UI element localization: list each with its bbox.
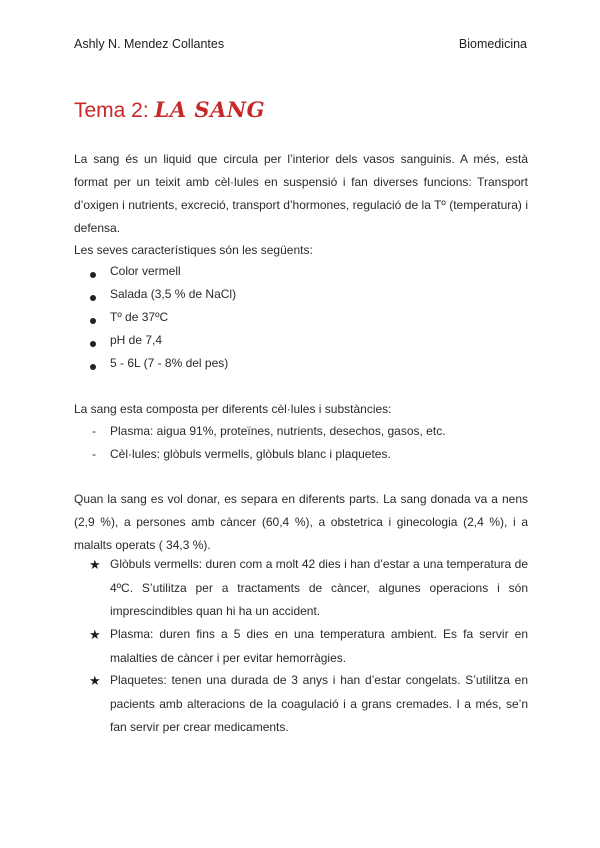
list-item: Glòbuls vermells: duren com a molt 42 dies i han d’estar a una temperatura de 4ºC. S’utilitza per a tractaments de càncer, algunes operacions i són imprescindibles quan hi ha un accident. (110, 557, 528, 618)
star-icon: ★ (89, 673, 101, 688)
dash-icon: - (92, 424, 96, 438)
bullet-icon (90, 318, 96, 324)
header-author: Ashly N. Mendez Collantes (74, 37, 225, 51)
header-subject: Biomedicina (458, 37, 527, 51)
list-item: Plasma: duren fins a 5 dies en una temperatura ambient. Es fa servir en malalties de càncer i per evitar hemorràgies. (110, 627, 528, 665)
bullet-icon (90, 364, 96, 370)
title-topic: LA SANG (154, 97, 266, 122)
bullet-icon (90, 295, 96, 301)
title-prefix: Tema 2: (74, 99, 155, 122)
star-icon: ★ (89, 627, 101, 642)
intro-paragraph: La sang és un liquid que circula per l’interior dels vasos sanguinis. A més, està format per un teixit amb cèl·lules en suspensió i fan diverses funcions: Transport d’oxigen i nutrients, excreció, transport d’hormones, regulació de la Tº (temperatura) i defensa. (74, 152, 528, 235)
page-title (74, 97, 265, 123)
dash-icon: - (92, 447, 96, 461)
bullet-icon (90, 272, 96, 278)
star-icon: ★ (89, 557, 101, 572)
composition-lead: La sang esta composta per diferents cèl·lules i substàncies: (74, 402, 392, 416)
list-item: Plaquetes: tenen una durada de 3 anys i han d’estar congelats. S’utilitza en pacients amb alteracions de la coagulació i a grans cremades. I a més, se’n fan servir per crear medicaments. (110, 673, 528, 734)
bullet-icon (90, 341, 96, 347)
donation-paragraph: Quan la sang es vol donar, es separa en diferents parts. La sang donada va a nens (2,9 %), a persones amb càncer (60,4 %), a obstetrica i ginecologia (2,4 %), i a malalts operats ( 34,3 %). (74, 492, 528, 552)
characteristics-lead: Les seves característiques són les següents: (74, 243, 313, 257)
